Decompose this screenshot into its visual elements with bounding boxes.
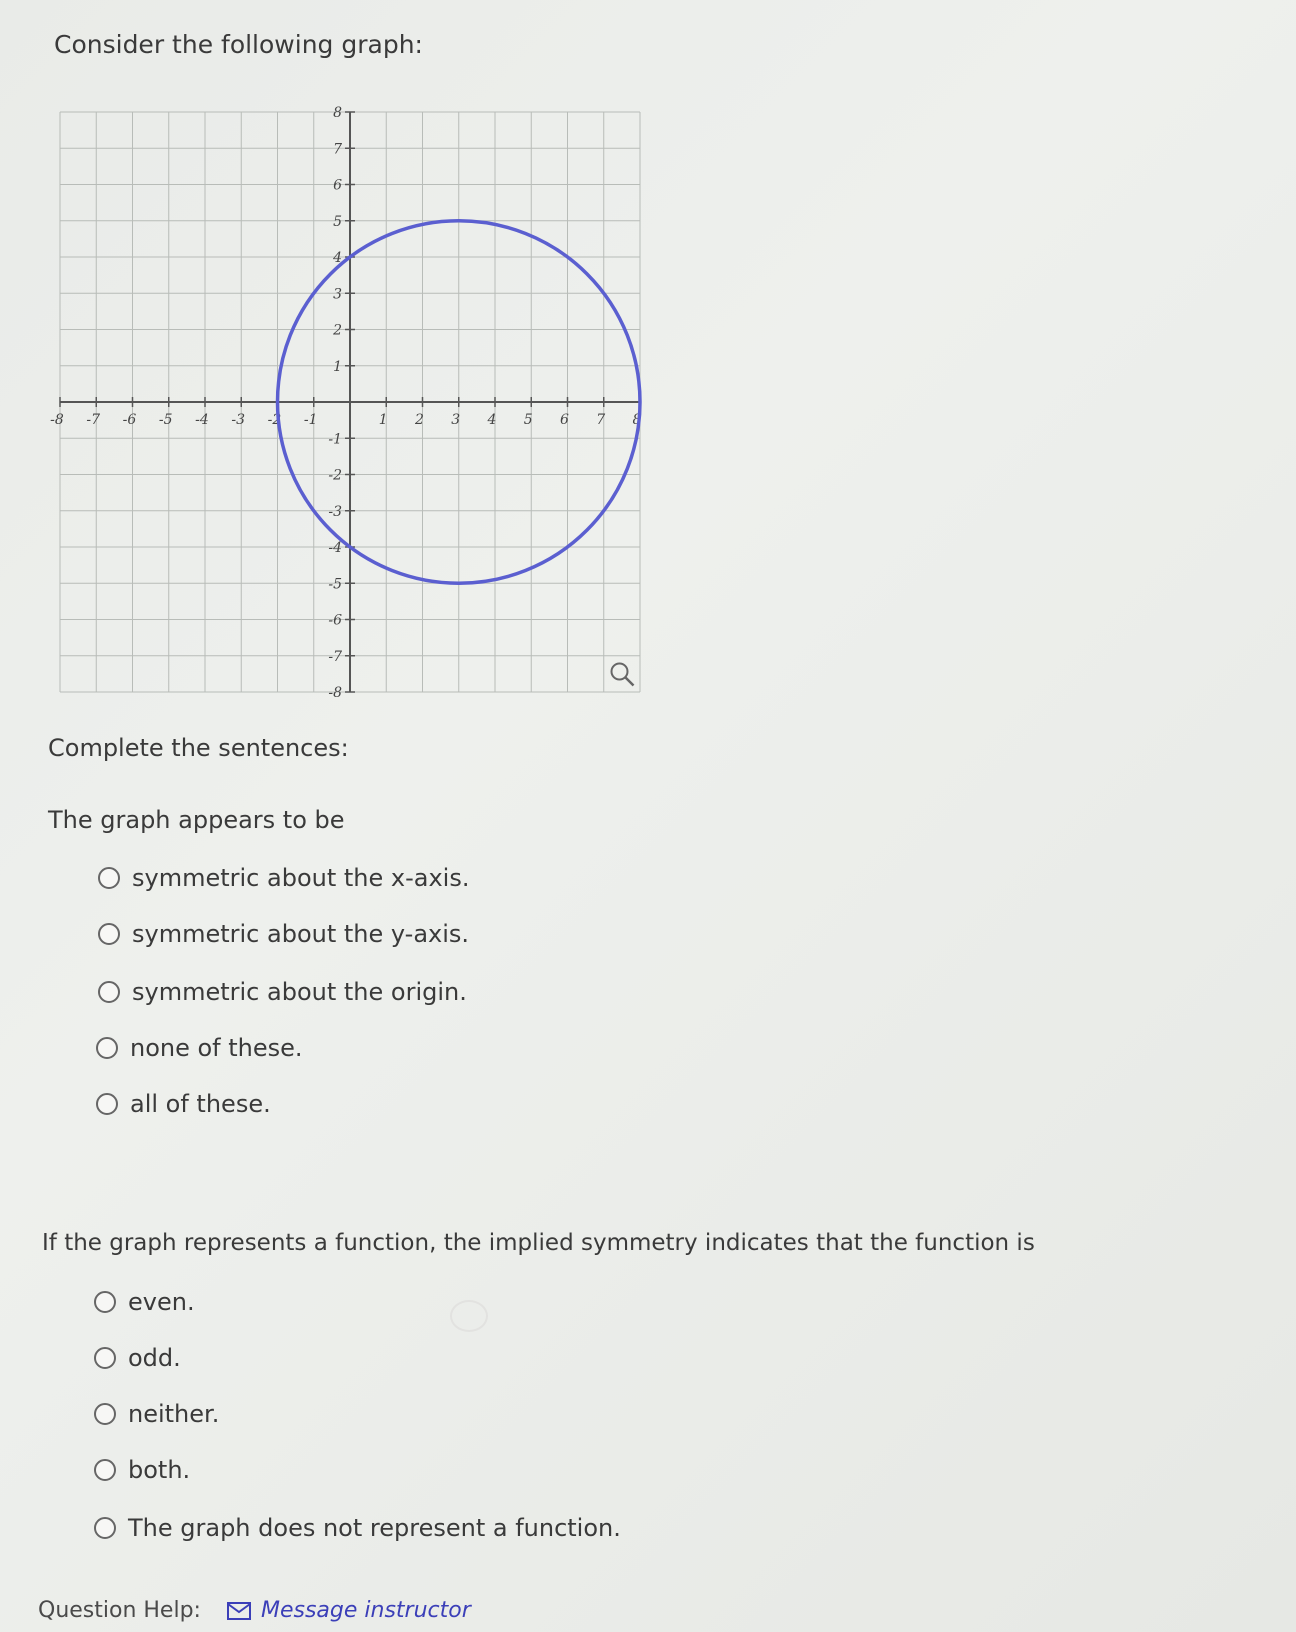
message-instructor-link[interactable]: Message instructor	[260, 1598, 471, 1623]
option-none-label: none of these.	[130, 1034, 303, 1062]
option-y-axis-label: symmetric about the y-axis.	[132, 920, 470, 948]
radio-neither[interactable]	[94, 1403, 116, 1425]
y-tick-label: -8	[328, 685, 342, 701]
prompt-text: Consider the following graph:	[54, 30, 423, 59]
radio-even[interactable]	[94, 1291, 116, 1313]
radio-x-axis[interactable]	[98, 867, 120, 889]
y-tick-label: -6	[328, 612, 342, 629]
y-tick-label: -7	[328, 648, 342, 665]
option-not-function[interactable]	[94, 1514, 621, 1542]
option-all-label: all of these.	[130, 1090, 271, 1118]
radio-all[interactable]	[96, 1093, 118, 1115]
radio-origin[interactable]	[98, 981, 120, 1003]
option-origin-label: symmetric about the origin.	[132, 978, 467, 1006]
x-tick-label: 3	[451, 412, 461, 428]
x-tick-label: -6	[122, 412, 137, 428]
x-tick-label: 1	[378, 412, 388, 428]
graph	[48, 100, 652, 704]
y-tick-label: 1	[333, 358, 342, 375]
radio-none[interactable]	[96, 1037, 118, 1059]
x-tick-label: -5	[158, 412, 173, 428]
radio-not-function[interactable]	[94, 1517, 116, 1539]
x-tick-label: -2	[267, 412, 282, 428]
graph-svg	[48, 100, 652, 704]
x-tick-label: -4	[195, 412, 209, 428]
question1-prompt: The graph appears to be	[48, 806, 345, 834]
option-both-label: both.	[128, 1456, 191, 1484]
y-tick-label: 5	[333, 213, 342, 230]
y-tick-label: 4	[333, 250, 342, 266]
option-neither[interactable]	[94, 1400, 219, 1428]
x-tick-label: 8	[632, 412, 642, 428]
question-help-label: Question Help:	[38, 1598, 201, 1623]
magnifier-icon[interactable]	[612, 664, 634, 686]
y-tick-label: 8	[333, 105, 342, 121]
y-tick-label: -2	[328, 467, 342, 484]
x-tick-label: 6	[560, 412, 569, 428]
x-tick-label: -3	[231, 412, 246, 428]
x-tick-label: -7	[86, 412, 101, 428]
x-tick-label: 2	[415, 412, 424, 428]
option-x-axis[interactable]	[98, 864, 469, 892]
x-tick-label: -1	[303, 412, 318, 428]
radio-both[interactable]	[94, 1459, 116, 1481]
option-not-function-label: The graph does not represent a function.	[128, 1514, 621, 1542]
x-tick-label: -8	[50, 412, 64, 428]
option-origin[interactable]	[98, 978, 467, 1006]
option-all[interactable]	[96, 1090, 271, 1118]
option-x-axis-label: symmetric about the x-axis.	[132, 864, 470, 892]
option-odd[interactable]	[94, 1344, 181, 1372]
y-tick-label: -4	[328, 540, 342, 556]
faint-circle-decoration	[450, 1300, 488, 1332]
question-help	[38, 1598, 471, 1623]
radio-y-axis[interactable]	[98, 923, 120, 945]
y-tick-label: -1	[328, 431, 342, 448]
y-tick-label: -3	[328, 503, 342, 520]
y-tick-label: 6	[333, 177, 342, 194]
y-tick-label: 2	[333, 322, 342, 339]
option-even[interactable]	[94, 1288, 195, 1316]
option-both[interactable]	[94, 1456, 190, 1484]
complete-sentences-label: Complete the sentences:	[48, 734, 349, 762]
envelope-icon[interactable]	[227, 1602, 251, 1620]
y-tick-label: 3	[333, 286, 342, 303]
radio-odd[interactable]	[94, 1347, 116, 1369]
x-tick-label: 7	[596, 412, 606, 428]
option-y-axis[interactable]	[98, 920, 469, 948]
option-even-label: even.	[128, 1288, 195, 1316]
question2-prompt: If the graph represents a function, the implied symmetry indicates that the function is	[42, 1230, 1035, 1256]
y-tick-label: 7	[333, 141, 342, 158]
option-neither-label: neither.	[128, 1400, 220, 1428]
x-tick-label: 5	[523, 412, 533, 428]
option-odd-label: odd.	[128, 1344, 181, 1372]
x-tick-label: 4	[487, 412, 497, 428]
y-tick-label: -5	[328, 576, 342, 593]
option-none[interactable]	[96, 1034, 303, 1062]
